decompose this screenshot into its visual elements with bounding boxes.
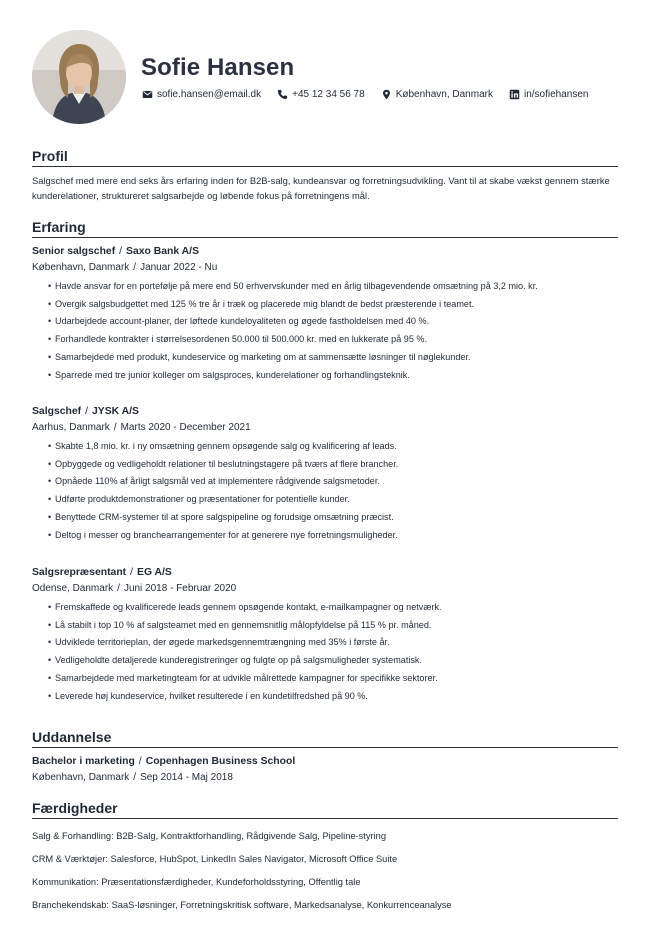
email-icon <box>142 89 153 100</box>
job-bullets <box>48 438 618 544</box>
profile-section <box>32 148 618 203</box>
job-meta-line: København, Danmark / Januar 2022 - Nu <box>32 262 218 273</box>
job-company: EG A/S <box>137 567 172 578</box>
skill-line: Salg & Forhandling: B2B-Salg, Kontraktforhandling, Rådgivende Salg, Pipeline-styring <box>32 831 387 841</box>
job-location: Aarhus, Danmark <box>32 422 110 433</box>
bullet-item: • Forhandlede kontrakter i størrelsesordenen 50.000 til 500.000 kr. med en lukkerate på 95 %. <box>48 331 618 349</box>
bullet-item: • Overgik salgsbudgettet med 125 % tre år i træk og placerede mig blandt de bedst præsterende i teamet. <box>48 296 618 314</box>
education-section <box>32 729 618 785</box>
bullet-item: • Udarbejdede account-planer, der løftede kundeloyaliteten og øgede fastholdelsen med 40 %. <box>48 313 618 331</box>
profile-heading: Profil <box>32 148 618 167</box>
linkedin-icon <box>509 89 520 100</box>
bullet-item: • Samarbejdede med marketingteam for at udvikle målrettede kampagner for specifikke sektorer. <box>48 670 618 688</box>
bullet-item: • Samarbejdede med produkt, kundeservice og marketing om at sammensætte løsninger til nøglekunder. <box>48 349 618 367</box>
location-text: København, Danmark <box>395 89 493 100</box>
bullet-item: • Sparrede med tre junior kolleger om salgsproces, kunderelationer og forhandlingsteknik. <box>48 367 618 385</box>
contact-linkedin[interactable] <box>509 89 589 100</box>
bullet-item: • Opbyggede og vedligeholdt relationer til beslutningstagere på tværs af flere brancher. <box>48 456 618 474</box>
experience-section <box>32 219 618 384</box>
candidate-name: Sofie Hansen <box>141 54 295 81</box>
job-location: Odense, Danmark <box>32 583 114 594</box>
job-company: JYSK A/S <box>91 406 139 417</box>
job-entry <box>32 565 618 705</box>
bullet-item: • Deltog i messer og branchearrangementer for at generere nye forretningsmuligheder. <box>48 527 618 545</box>
contact-row <box>142 89 604 100</box>
contact-phone[interactable] <box>277 89 365 100</box>
profile-photo <box>32 30 126 124</box>
bullet-item: • Opnåede 110% af årligt salgsmål ved at implementere rådgivende salgsmetoder. <box>48 473 618 491</box>
email-text: sofie.hansen@email.dk <box>157 89 262 100</box>
contact-location <box>381 89 493 100</box>
linkedin-text: in/sofiehansen <box>523 89 589 100</box>
location-pin-icon <box>381 89 392 100</box>
job-period: Marts 2020 - December 2021 <box>120 422 251 433</box>
job-company: Saxo Bank A/S <box>126 246 199 257</box>
job-entry-3 <box>32 565 618 705</box>
education-title-line: Bachelor i marketing / Copenhagen Business School <box>32 756 296 767</box>
skill-line: CRM & Værktøjer: Salesforce, HubSpot, LinkedIn Sales Navigator, Microsoft Office Suite <box>32 854 398 864</box>
job-entry-2 <box>32 404 618 544</box>
skill-line: Kommunikation: Præsentationsfærdigheder, Kundeforholdsstyring, Offentlig tale <box>32 877 361 887</box>
bullet-item: • Fremskaffede og kvalificerede leads gennem opsøgende kontakt, e-mailkampagner og netværk. <box>48 599 618 617</box>
contact-email[interactable] <box>142 89 261 100</box>
skill-line: Branchekendskab: SaaS-løsninger, Forretningskritisk software, Markedsanalyse, Konkurrenceanalyse <box>32 900 452 910</box>
bullet-item: • Vedligeholdte detaljerede kunderegistreringer og fulgte op på salgsmuligheder systematisk. <box>48 652 618 670</box>
bullet-item: • Lå stabilt i top 10 % af salgsteamet med en gennemsnitlig målopfyldelse på 115 % pr. måned. <box>48 617 618 635</box>
education-period: Sep 2014 - Maj 2018 <box>140 772 233 783</box>
job-entry <box>32 244 618 384</box>
bullet-item: • Udførte produktdemonstrationer og præsentationer for potentielle kunder. <box>48 491 618 509</box>
job-title-line: Salgschef / JYSK A/S <box>32 406 139 417</box>
job-role: Salgschef <box>32 406 82 417</box>
bullet-item: • Skabte 1,8 mio. kr. i ny omsætning gennem opsøgende salg og kvalificering af leads. <box>48 438 618 456</box>
job-title-line: Salgsrepræsentant / EG A/S <box>32 567 172 578</box>
phone-text: +45 12 34 56 78 <box>292 89 365 100</box>
experience-heading: Erfaring <box>32 219 618 238</box>
education-location: København, Danmark <box>32 772 130 783</box>
job-role: Senior salgschef <box>32 246 116 257</box>
job-location: København, Danmark <box>32 262 130 273</box>
bullet-item: • Havde ansvar for en portefølje på mere end 50 erhvervskunder med en årlig tilbagevendende omsætning på 3,2 mio. kr. <box>48 278 618 296</box>
job-period: Januar 2022 - Nu <box>140 262 218 273</box>
job-role: Salgsrepræsentant <box>32 567 127 578</box>
bullet-item: • Benyttede CRM-systemer til at spore salgspipeline og forudsige omsætning præcist. <box>48 509 618 527</box>
profile-summary: Salgschef med mere end seks års erfaring inden for B2B-salg, kundeansvar og forretningsudvikling. Vant til at skabe vækst gennem stærke kunderelationer, struktureret salgsarbejde og løbende fokus på forretningens mål. <box>32 175 610 201</box>
job-entry <box>32 404 618 544</box>
job-meta-line: Aarhus, Danmark / Marts 2020 - December 2021 <box>32 422 251 433</box>
education-school: Copenhagen Business School <box>145 756 296 767</box>
education-degree: Bachelor i marketing <box>32 756 135 767</box>
phone-icon <box>277 89 288 100</box>
education-entry <box>32 754 618 785</box>
job-bullets <box>48 278 618 384</box>
resume-header <box>32 30 618 126</box>
avatar <box>32 30 126 124</box>
skills-section <box>32 800 618 911</box>
education-meta-line: København, Danmark / Sep 2014 - Maj 2018 <box>32 772 233 783</box>
job-title-line: Senior salgschef / Saxo Bank A/S <box>32 246 199 257</box>
job-bullets <box>48 599 618 705</box>
job-meta-line: Odense, Danmark / Juni 2018 - Februar 2020 <box>32 583 237 594</box>
bullet-item: • Udviklede territorieplan, der øgede markedsgennemtrængning med 35% i første år. <box>48 634 618 652</box>
education-heading: Uddannelse <box>32 729 618 748</box>
skills-heading: Færdigheder <box>32 800 618 819</box>
job-period: Juni 2018 - Februar 2020 <box>123 583 237 594</box>
bullet-item: • Leverede høj kundeservice, hvilket resulterede i en kundetilfredshed på 90 %. <box>48 688 618 706</box>
